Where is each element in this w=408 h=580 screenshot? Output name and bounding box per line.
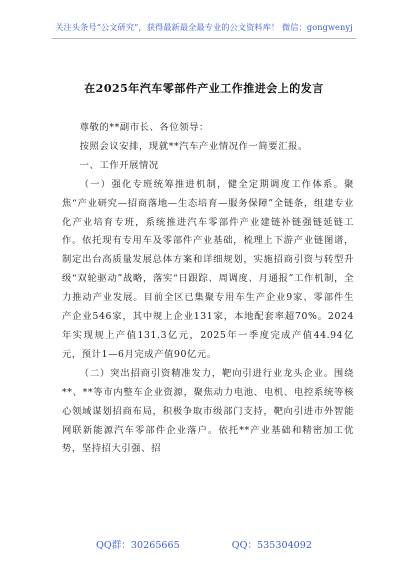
header-banner: 关注头条号“公文研究”，获得最新最全最专业的公文资料库！ 微信：gongwenyj — [55, 22, 353, 32]
document-title: 在2025年汽车零部件产业工作推进会上的发言 — [84, 82, 324, 95]
body-paragraph: （一）强化专班统筹推进机制，健全定期调度工作体系。聚焦“产业研究—招商落地—生态培育—服务保障”全链条，组建专业化产业培育专班，系统推进汽车零部件产业建链补链强链延链工作。依托现有专用车及零部件产业基础，梳理上下游产业链图谱，制定出台高质量发展总体方案和详细规划，实施招商引资与转型升级“双轮驱动”战略，落实“日跟踪、周调度、月通报”工作机制，全力推动产业发展。目前全区已集聚专用车生产企业9家、零部件生产企业546家，其中规上企业131家，本地配套率超70%。2024年实现规上产值131.3亿元，2025年一季度完成产值44.94亿元，预计1—6月完成产值90亿元。 — [62, 178, 354, 360]
header-divider — [52, 38, 356, 39]
footer-qq-group: QQ群：30265665 — [95, 540, 180, 551]
intro-paragraph: 按照会议安排，现就**汽车产业情况作一简要汇报。 — [79, 140, 308, 152]
body-paragraph: （二）突出招商引资精准发力，靶向引进行业龙头企业。围绕**、**等市内整车企业资源，聚焦动力电池、电机、电控系统等核心领域谋划招商布局，积极争取市级部门支持，靶向引进市外智能网联新能源汽车零部件企业落户。依托**产业基础和精密加工优势，坚持招大引强、招 — [62, 367, 354, 455]
footer-qq: QQ：535304092 — [231, 540, 312, 551]
document-body — [62, 118, 354, 459]
salutation-paragraph: 尊敬的**副市长、各位领导： — [79, 122, 209, 133]
section-heading: 一、工作开展情况 — [79, 159, 159, 171]
footer-contact — [0, 537, 408, 551]
